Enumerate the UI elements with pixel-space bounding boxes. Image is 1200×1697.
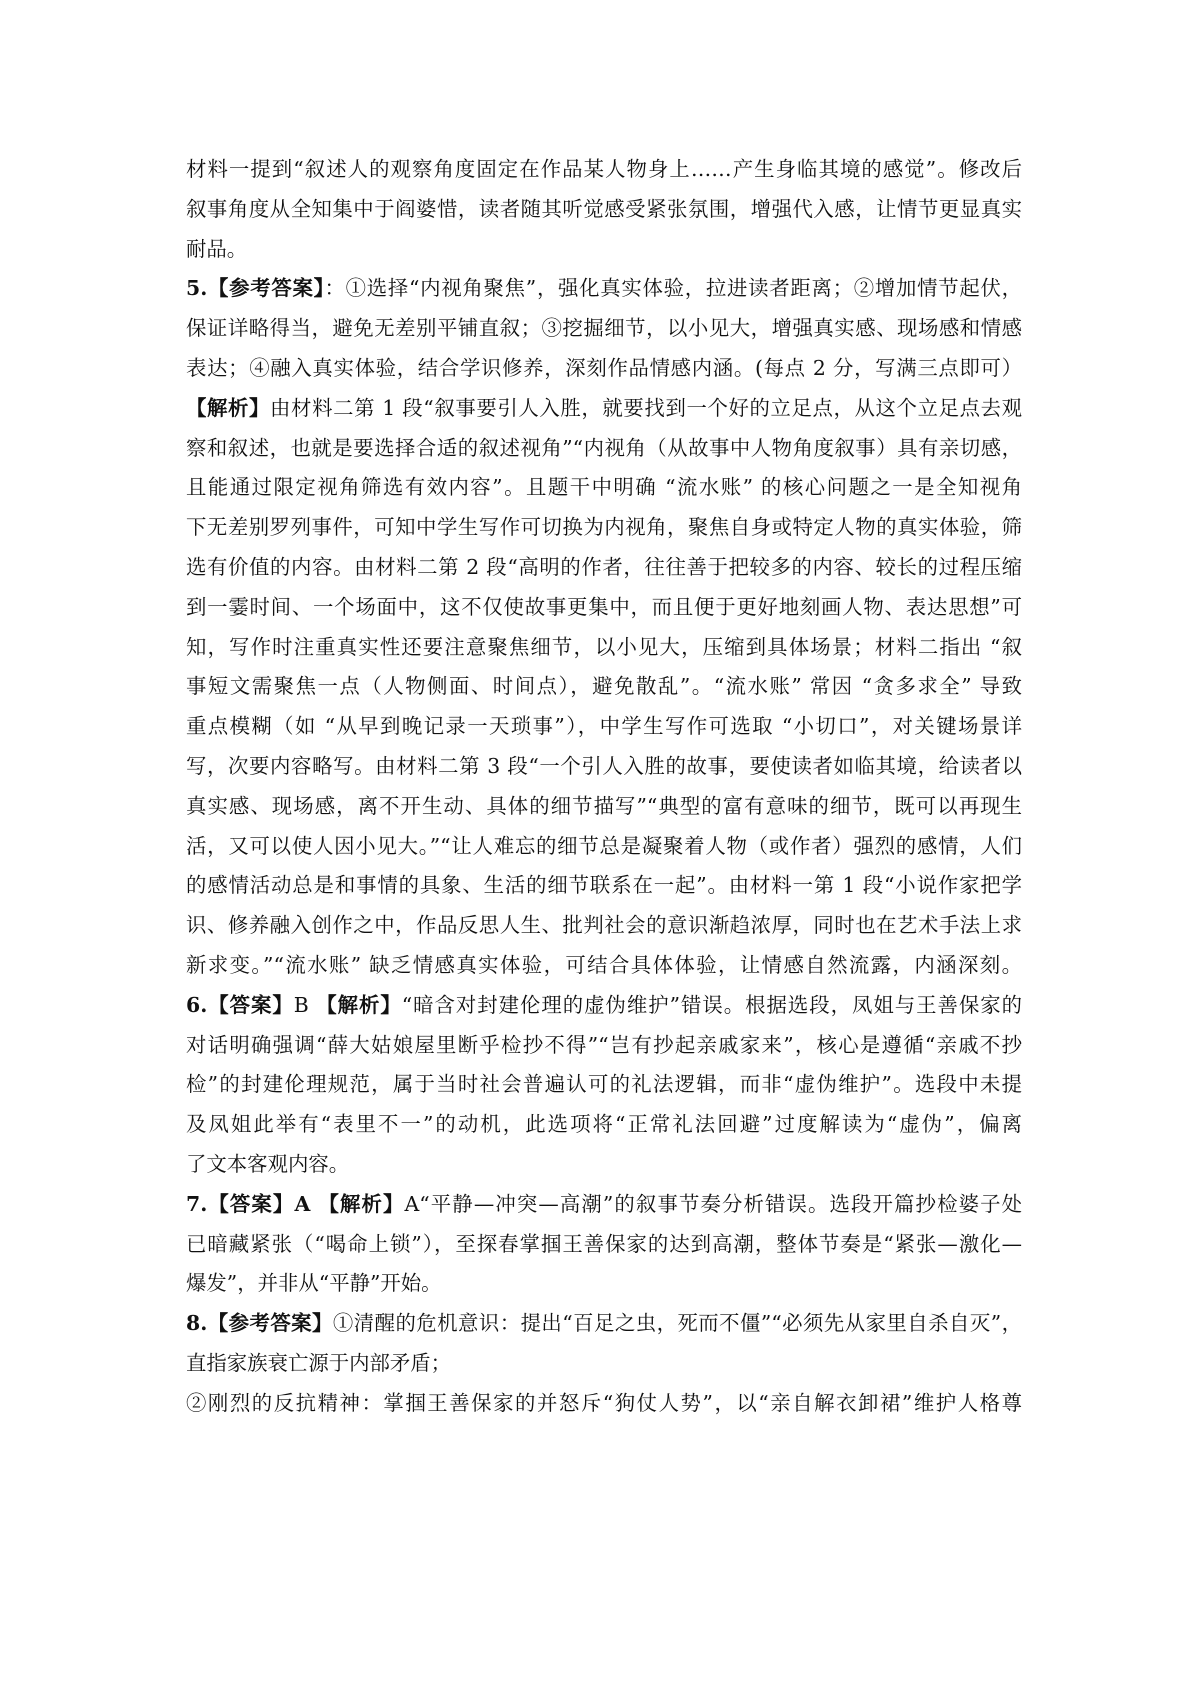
text-line — [186, 827, 1022, 867]
text-run: 到一霎时间、一个场面中，这不仅使故事更集中，而且便于更好地刻画人物、表达思想”可 — [186, 594, 1022, 619]
text-run: 真实感、现场感，离不开生动、具体的细节描写”“典型的富有意味的细节，既可以再现生 — [186, 793, 1022, 818]
text-run: 材料一提到“叙述人的观察角度固定在作品某人物身上……产生身临其境的感觉”。修改后 — [186, 157, 1022, 181]
text-run: 由材料二第 1 段“叙事要引人入胜，就要找到一个好的立足点，从这个立足点去观 — [270, 395, 1022, 420]
text-line — [186, 1185, 1022, 1225]
text-line — [186, 588, 1022, 628]
text-line — [186, 986, 1022, 1026]
text-line — [186, 1145, 1022, 1185]
bold-label: 7.【答案】A 【解析】 — [186, 1191, 405, 1216]
text-line — [186, 787, 1022, 827]
text-line — [186, 269, 1022, 309]
text-run: 叙事角度从全知集中于阎婆惜，读者随其听觉感受紧张氛围，增强代入感，让情节更显真实 — [186, 196, 1022, 221]
text-run: 及凤姐此举有“表里不一”的动机，此选项将“正常礼法回避”过度解读为“虚伪”，偏离 — [186, 1112, 1022, 1137]
text-run: 的感情活动总是和事情的具象、生活的细节联系在一起”。由材料一第 1 段“小说作家把学 — [186, 873, 1022, 898]
text-line — [186, 548, 1022, 588]
bold-label: 6.【答案】 — [186, 992, 294, 1017]
bold-label: 8.【参考答案】 — [186, 1311, 333, 1336]
text-run: 耐品。 — [186, 236, 248, 261]
text-line — [186, 1304, 1022, 1344]
text-run: 且能通过限定视角筛选有效内容”。且题干中明确 “流水账” 的核心问题之一是全知视角 — [186, 475, 1022, 500]
text-run: ①清醒的危机意识：提出“百足之虫，死而不僵”“必须先从家里自杀自灭”， — [332, 1311, 1022, 1336]
text-line — [186, 150, 1022, 190]
text-run: ：①选择“内视角聚焦”，强化真实体验，拉进读者距离；②增加情节起伏， — [324, 276, 1022, 301]
text-line — [186, 468, 1022, 508]
text-line — [186, 508, 1022, 548]
text-run: A“平静—冲突—高潮”的叙事节奏分析错误。选段开篇抄检婆子处 — [404, 1191, 1022, 1216]
text-line — [186, 349, 1022, 389]
text-run: 事短文需聚焦一点（人物侧面、时间点），避免散乱”。“流水账” 常因 “贪多求全” 导致 — [186, 674, 1022, 699]
text-run: 已暗藏紧张（“喝命上锁”），至探春掌掴王善保家的达到高潮，整体节奏是“紧张—激化— — [186, 1231, 1022, 1256]
text-line — [186, 667, 1022, 707]
text-run: 了文本客观内容。 — [186, 1151, 350, 1176]
text-run: 检”的封建伦理规范，属于当时社会普遍认可的礼法逻辑，而非“虚伪维护”。选段中未提 — [186, 1072, 1022, 1097]
text-line — [186, 707, 1022, 747]
text-run: “暗含对封建伦理的虚伪维护”错误。根据选段，凤姐与王善保家的 — [401, 992, 1022, 1017]
bold-label: 【解析】 — [316, 992, 402, 1017]
text-run: 写，次要内容略写。由材料二第 3 段“一个引人入胜的故事，要使读者如临其境，给读者以 — [186, 753, 1022, 778]
text-line — [186, 1344, 1022, 1384]
text-run: 察和叙述，也就是要选择合适的叙述视角”“内视角（从故事中人物角度叙事）具有亲切感， — [186, 435, 1022, 460]
text-line — [186, 628, 1022, 668]
text-run: 表达；④融入真实体验，结合学识修养，深刻作品情感内涵。(每点 2 分，写满三点即可） — [186, 355, 1022, 380]
text-line — [186, 309, 1022, 349]
text-run: 爆发”，并非从“平静”开始。 — [186, 1271, 442, 1296]
text-run: 保证详略得当，避免无差别平铺直叙；③挖掘细节，以小见大，增强真实感、现场感和情感 — [186, 316, 1022, 341]
text-run: 重点模糊（如 “从早到晚记录一天琐事”），中学生写作可选取 “小切口”，对关键场景详 — [186, 714, 1022, 739]
text-line — [186, 429, 1022, 469]
text-run: 活，又可以使人因小见大。”“让人难忘的细节总是凝聚着人物（或作者）强烈的感情，人们 — [186, 833, 1022, 858]
text-line — [186, 946, 1022, 986]
text-line — [186, 1264, 1022, 1304]
text-run: 直指家族衰亡源于内部矛盾； — [186, 1350, 452, 1375]
text-line — [186, 1225, 1022, 1265]
text-line — [186, 230, 1022, 270]
text-run: 选有价值的内容。由材料二第 2 段“高明的作者，往往善于把较多的内容、较长的过程压缩 — [186, 554, 1022, 579]
text-run: B — [293, 992, 317, 1017]
text-line — [186, 389, 1022, 429]
text-line — [186, 747, 1022, 787]
text-run: ②刚烈的反抗精神：掌掴王善保家的并怒斥“狗仗人势”，以“亲自解衣卸裙”维护人格尊 — [186, 1390, 1022, 1415]
text-line — [186, 866, 1022, 906]
text-line — [186, 1384, 1022, 1424]
text-line — [186, 906, 1022, 946]
text-line — [186, 1026, 1022, 1066]
bold-label: 【解析】 — [186, 395, 271, 420]
text-run: 识、修养融入创作之中，作品反思人生、批判社会的意识渐趋浓厚，同时也在艺术手法上求 — [186, 913, 1022, 938]
text-line — [186, 190, 1022, 230]
text-line — [186, 1065, 1022, 1105]
text-run: 下无差别罗列事件，可知中学生写作可切换为内视角，聚焦自身或特定人物的真实体验，筛 — [186, 515, 1022, 540]
bold-label: 5.【参考答案】 — [186, 276, 325, 301]
text-run: 新求变。”“流水账” 缺乏情感真实体验，可结合具体体验，让情感自然流露，内涵深刻。 — [186, 952, 1022, 977]
text-run: 对话明确强调“薛大姑娘屋里断乎检抄不得”“岂有抄起亲戚家来”，核心是遵循“亲戚不抄 — [186, 1032, 1022, 1057]
answer-text-body — [186, 150, 1022, 1424]
text-run: 知，写作时注重真实性还要注意聚焦细节，以小见大，压缩到具体场景；材料二指出 “叙 — [186, 634, 1022, 659]
text-line — [186, 1105, 1022, 1145]
